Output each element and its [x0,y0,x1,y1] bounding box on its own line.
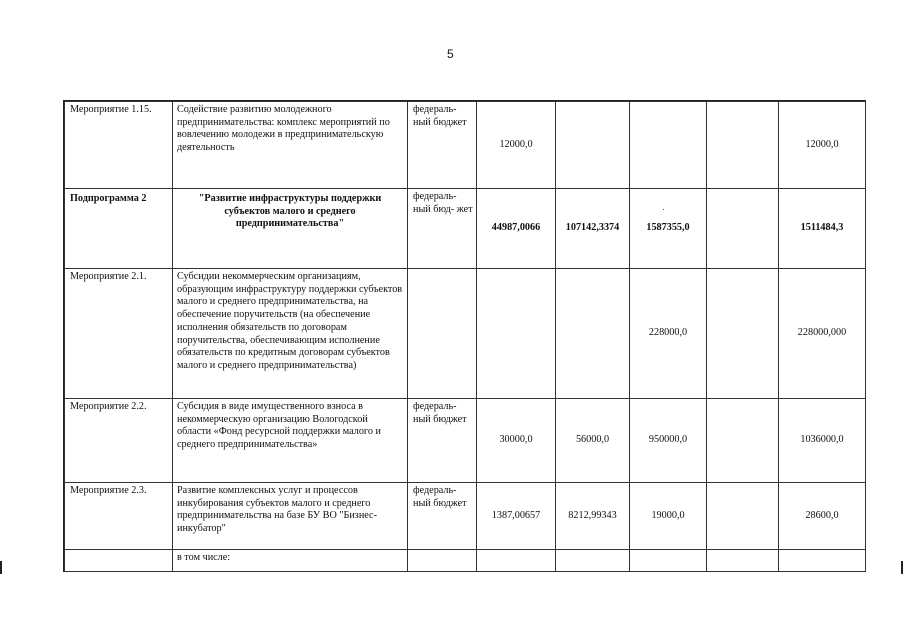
row-code: Мероприятие 2.1. [65,269,173,399]
row-description: Субсидии некоммерческим организациям, образующим инфраструктуру поддержки субъектов малого и среднего предпринимательства, на обеспечение поручительств (на обеспечение исполнения обязательств по договорам поручительства, обеспечивающим исполнение обязательств по кредитным договорам субъектов малого и среднего предпринимательства) [173,269,408,399]
row-description: Содействие развитию молодежного предпринимательства: комплекс мероприятий по вовлечению молодежи в предпринимательскую деятельность [173,102,408,189]
row-value-1 [477,269,556,399]
table-row [65,483,866,550]
row-value-2: 8212,99343 [556,483,630,550]
row-value-3: 1587355,0 [630,189,707,269]
row-total [779,550,866,572]
scan-edge-mark-right [901,561,903,574]
scan-speck [663,209,664,210]
row-total: 28600,0 [779,483,866,550]
row-value-4 [707,189,779,269]
row-total: 228000,000 [779,269,866,399]
row-total: 1036000,0 [779,399,866,483]
row-value-4 [707,102,779,189]
row-code: Подпрограмма 2 [65,189,173,269]
row-value-2: 107142,3374 [556,189,630,269]
row-value-3 [630,550,707,572]
row-value-2 [556,102,630,189]
row-value-3: 19000,0 [630,483,707,550]
page-number: 5 [447,47,454,61]
row-value-2 [556,550,630,572]
row-funding-source [408,550,477,572]
row-code: Мероприятие 1.15. [65,102,173,189]
row-funding-source [408,269,477,399]
table-row [65,550,866,572]
row-funding-source: федераль- ный бюджет [408,483,477,550]
row-value-3: 228000,0 [630,269,707,399]
row-value-3: 950000,0 [630,399,707,483]
row-value-4 [707,550,779,572]
row-value-1: 12000,0 [477,102,556,189]
row-value-2: 56000,0 [556,399,630,483]
row-description: в том числе: [173,550,408,572]
table-row [65,269,866,399]
row-description: Субсидия в виде имущественного взноса в некоммерческую организацию Вологодской области «Фонд ресурсной поддержки малого и среднего предпринимательства» [173,399,408,483]
row-description: Развитие комплексных услуг и процессов инкубирования субъектов малого и среднего предпринимательства на базе БУ ВО "Бизнес-инкубатор" [173,483,408,550]
row-value-4 [707,399,779,483]
row-total: 12000,0 [779,102,866,189]
row-code: Мероприятие 2.2. [65,399,173,483]
row-value-1: 44987,0066 [477,189,556,269]
table-row [65,399,866,483]
row-funding-source: федераль- ный бюд- жет [408,189,477,269]
row-description: "Развитие инфраструктуры поддержки субъектов малого и среднего предпринимательства" [173,189,408,269]
row-value-3 [630,102,707,189]
row-value-4 [707,269,779,399]
row-value-1: 1387,00657 [477,483,556,550]
row-funding-source: федераль- ный бюджет [408,102,477,189]
table-row [65,102,866,189]
row-code [65,550,173,572]
row-value-1 [477,550,556,572]
table-row [65,189,866,269]
scan-edge-mark-left [0,561,2,574]
row-total: 1511484,3 [779,189,866,269]
row-code: Мероприятие 2.3. [65,483,173,550]
budget-table-frame [63,100,866,572]
row-value-1: 30000,0 [477,399,556,483]
row-funding-source: федераль- ный бюджет [408,399,477,483]
budget-table [64,101,866,572]
row-value-2 [556,269,630,399]
row-value-4 [707,483,779,550]
